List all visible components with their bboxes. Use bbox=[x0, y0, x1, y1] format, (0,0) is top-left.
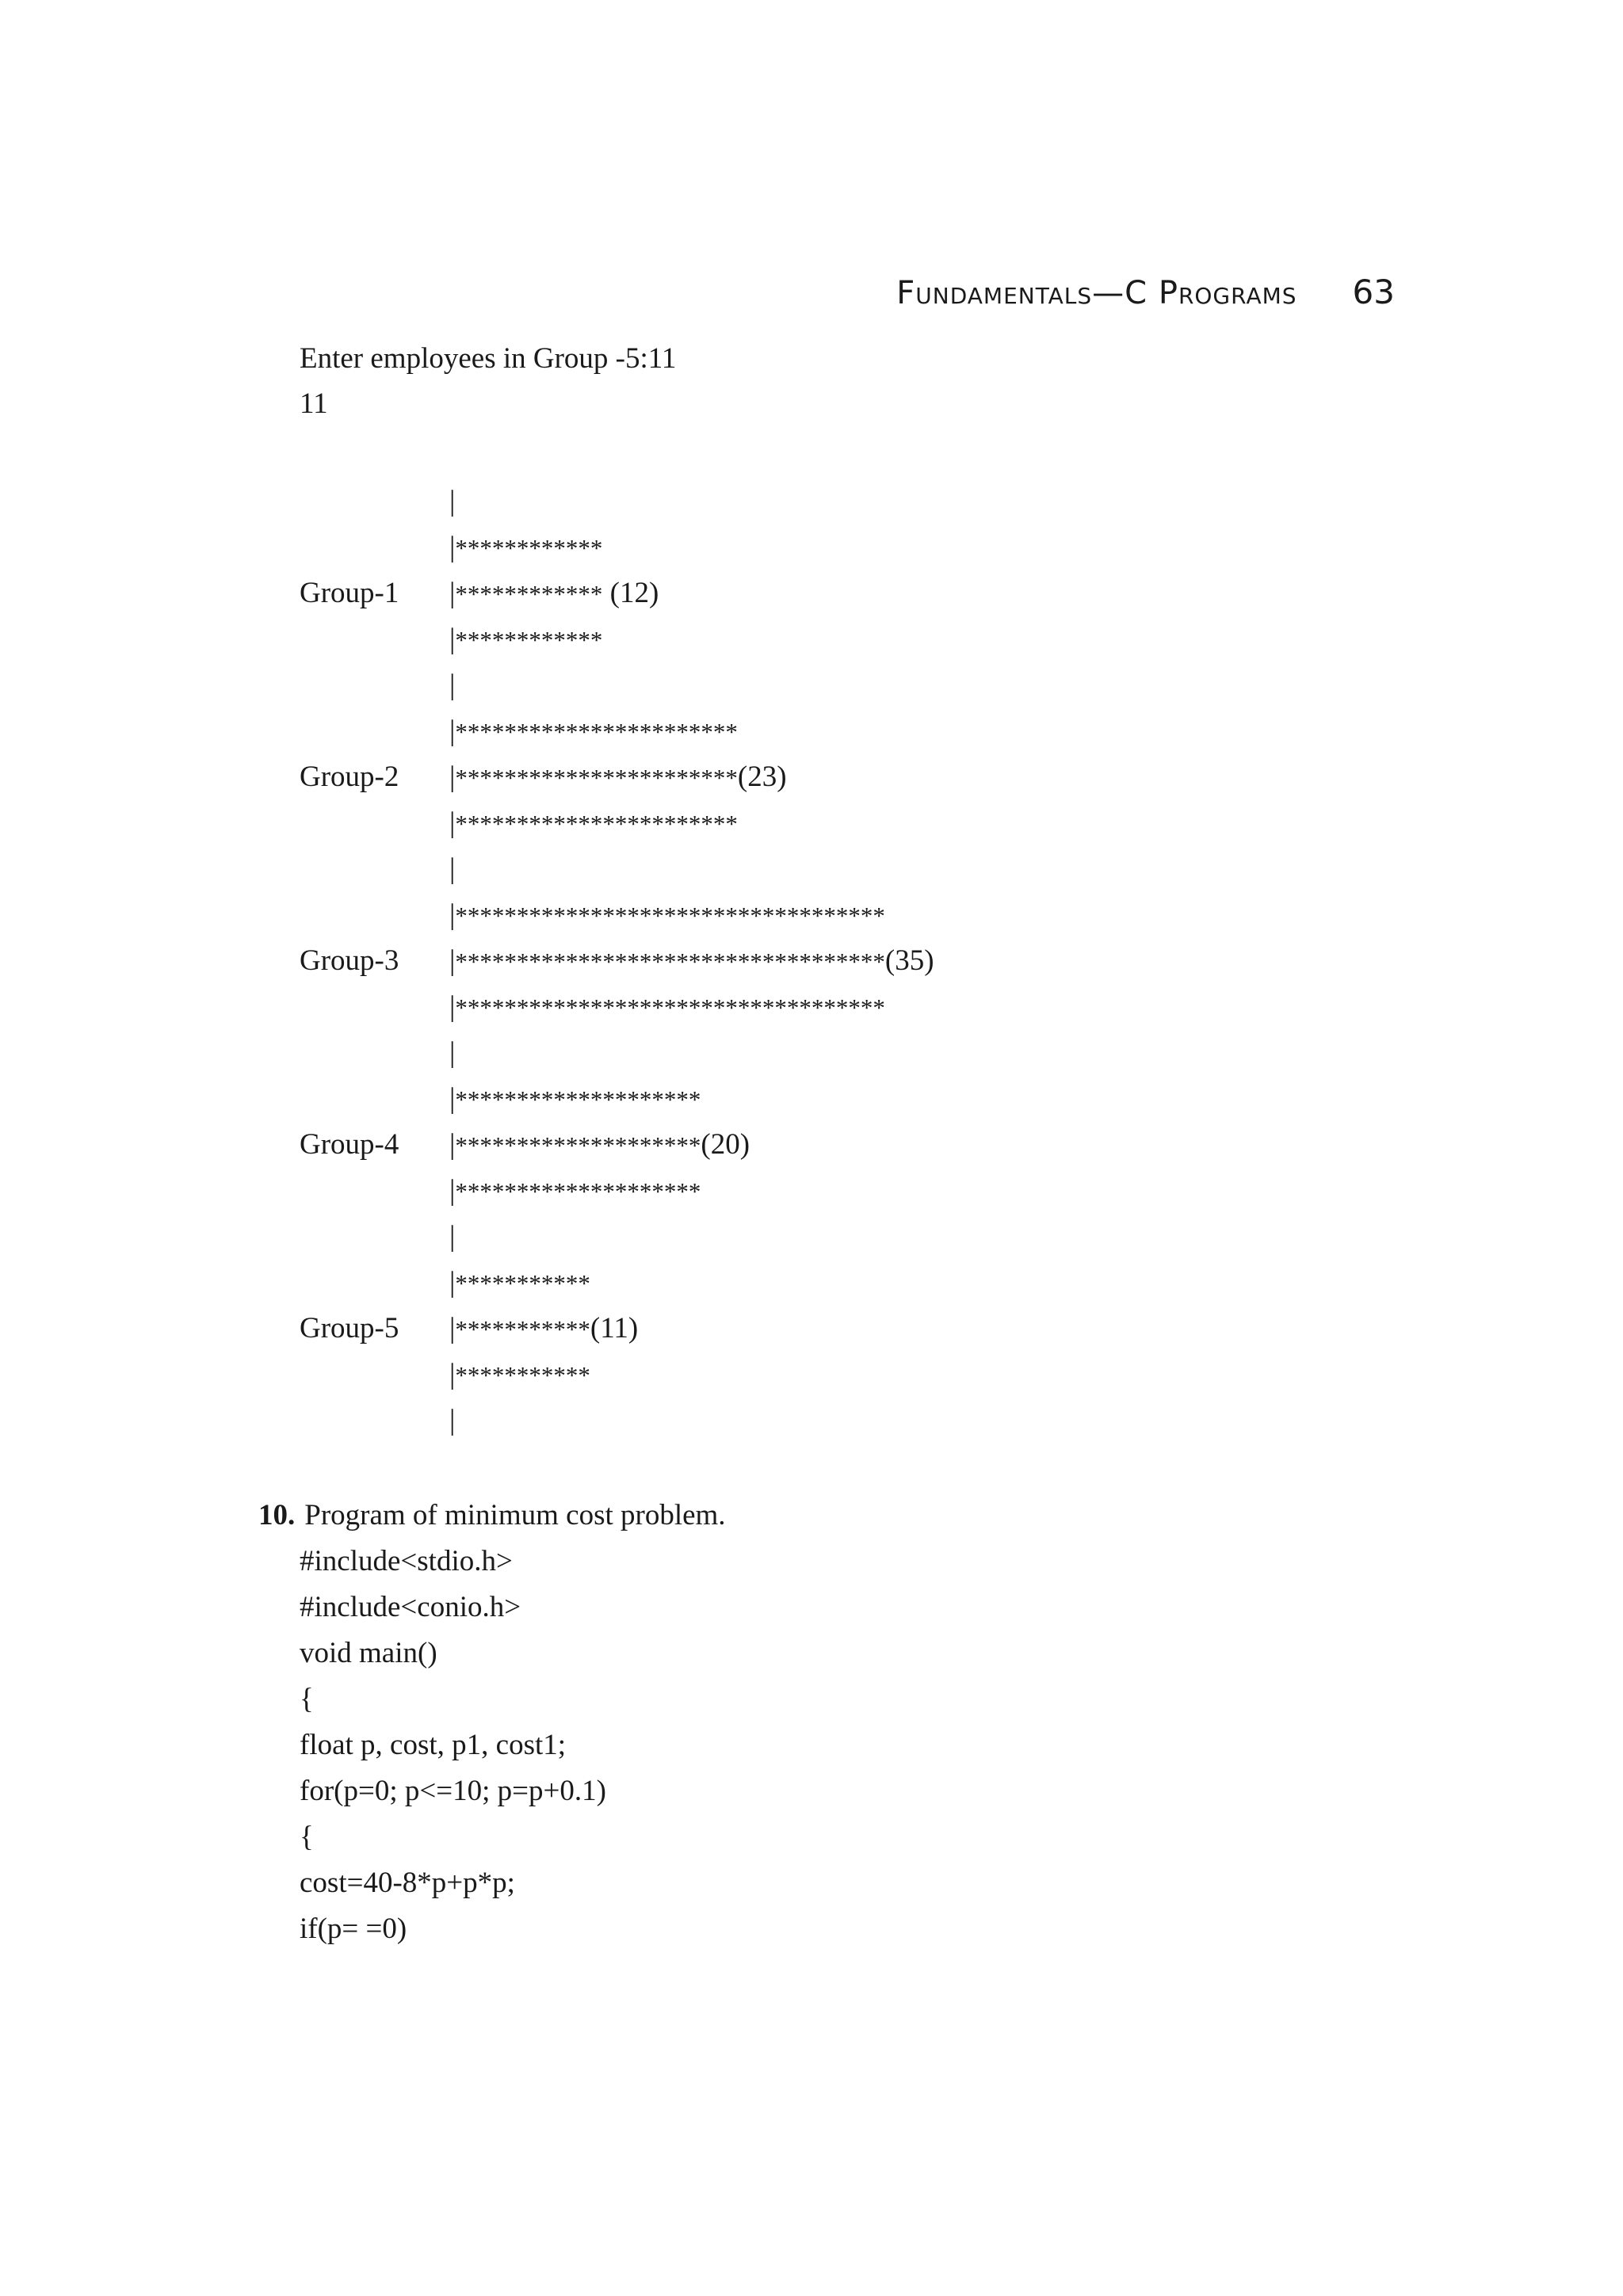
bar-count-label: (12) bbox=[609, 577, 659, 609]
axis-char: | bbox=[449, 1128, 456, 1161]
histogram-bar bbox=[449, 621, 602, 658]
axis-char: | bbox=[449, 898, 456, 931]
histogram-bar-row bbox=[0, 529, 1623, 566]
axis-char: | bbox=[449, 1404, 456, 1436]
running-header-title: Fundamentals—C Programs bbox=[896, 275, 1297, 311]
bar-stars: ******************** bbox=[455, 1177, 701, 1205]
histogram-bar-row bbox=[0, 897, 1623, 933]
section-number: 10. bbox=[258, 1499, 296, 1531]
histogram-bar-row bbox=[0, 1356, 1623, 1393]
axis-separator-row bbox=[0, 1402, 1623, 1439]
histogram-bar-row-labeled bbox=[0, 1127, 1623, 1163]
axis-separator-row bbox=[0, 1219, 1623, 1255]
code-line: #include<conio.h> bbox=[300, 1591, 521, 1623]
bar-stars: *********************** bbox=[455, 810, 738, 837]
histogram-bar bbox=[449, 1356, 590, 1394]
histogram-bar bbox=[449, 1081, 701, 1118]
running-header bbox=[872, 273, 1395, 320]
bar-stars: *********************************** bbox=[455, 994, 885, 1021]
axis-char: | bbox=[449, 761, 456, 793]
histogram-bar bbox=[449, 667, 455, 704]
section-heading bbox=[258, 1497, 726, 1534]
bar-count-label: (35) bbox=[884, 944, 934, 977]
axis-char: | bbox=[449, 807, 456, 839]
histogram-bar bbox=[449, 1310, 638, 1348]
code-line: { bbox=[300, 1683, 314, 1715]
histogram-bar bbox=[449, 1035, 455, 1071]
bar-stars: *********************** bbox=[455, 764, 738, 791]
histogram-bar-row bbox=[0, 713, 1623, 749]
histogram-bar bbox=[449, 759, 787, 796]
histogram-bar-row-labeled bbox=[0, 759, 1623, 795]
axis-char: | bbox=[449, 1174, 456, 1207]
histogram-bar bbox=[449, 805, 738, 842]
histogram-bar bbox=[449, 897, 885, 934]
bar-stars: *********** bbox=[455, 1269, 590, 1297]
group-label: Group-4 bbox=[300, 1128, 399, 1161]
axis-separator-row bbox=[0, 851, 1623, 887]
bar-stars: *********** bbox=[455, 1361, 590, 1389]
histogram-bar-row bbox=[0, 805, 1623, 841]
axis-char: | bbox=[449, 944, 456, 977]
code-line: cost=40-8*p+p*p; bbox=[300, 1867, 515, 1899]
code-line: void main() bbox=[300, 1637, 437, 1669]
axis-char: | bbox=[449, 715, 456, 747]
histogram-bar-row bbox=[0, 1173, 1623, 1209]
histogram-bar-row bbox=[0, 1264, 1623, 1301]
axis-char: | bbox=[449, 1266, 456, 1299]
group-label: Group-5 bbox=[300, 1312, 399, 1344]
bar-stars: ************ bbox=[455, 626, 603, 654]
group-label: Group-2 bbox=[300, 761, 399, 793]
histogram-bar-row-labeled bbox=[0, 1310, 1623, 1347]
bar-count-label: (23) bbox=[737, 761, 787, 793]
bar-count-label: (20) bbox=[701, 1128, 750, 1161]
axis-separator-row bbox=[0, 1035, 1623, 1071]
histogram-bar bbox=[449, 1402, 455, 1439]
axis-separator-row bbox=[0, 667, 1623, 704]
code-line: if(p= =0) bbox=[300, 1913, 407, 1945]
axis-char: | bbox=[449, 1358, 456, 1390]
group-label: Group-3 bbox=[300, 944, 399, 977]
code-line: #include<stdio.h> bbox=[300, 1545, 513, 1577]
histogram-bar-row-labeled bbox=[0, 575, 1623, 612]
bar-stars: *********** bbox=[455, 1315, 590, 1343]
histogram-bar bbox=[449, 1264, 590, 1302]
bar-stars: *********************** bbox=[455, 718, 738, 746]
histogram-bar-row bbox=[0, 989, 1623, 1025]
axis-separator-row bbox=[0, 483, 1623, 520]
axis-char: | bbox=[449, 990, 456, 1023]
bar-count-label: (11) bbox=[590, 1312, 639, 1344]
bar-stars: ******************** bbox=[455, 1085, 701, 1113]
axis-char: | bbox=[449, 1036, 456, 1069]
bar-stars: *********************************** bbox=[455, 902, 885, 929]
histogram-bar-row bbox=[0, 1081, 1623, 1117]
axis-char: | bbox=[449, 1312, 456, 1344]
group-label: Group-1 bbox=[300, 577, 399, 609]
page-number: 63 bbox=[1352, 273, 1395, 311]
axis-char: | bbox=[449, 1082, 456, 1115]
axis-char: | bbox=[449, 1220, 456, 1253]
section-title: Program of minimum cost problem. bbox=[304, 1499, 726, 1531]
histogram-bar bbox=[449, 1219, 455, 1255]
histogram-bar bbox=[449, 1127, 750, 1164]
bar-stars: ************ bbox=[455, 534, 603, 562]
histogram-bar-row bbox=[0, 621, 1623, 658]
axis-char: | bbox=[449, 485, 456, 517]
histogram-bar bbox=[449, 575, 659, 612]
code-line: for(p=0; p<=10; p=p+0.1) bbox=[300, 1775, 606, 1807]
histogram-bar bbox=[449, 1173, 701, 1210]
output-value-line: 11 bbox=[300, 387, 328, 420]
histogram-bar bbox=[449, 483, 455, 520]
bar-stars: ************ bbox=[455, 580, 603, 608]
histogram-bar bbox=[449, 713, 738, 750]
bar-stars: ******************** bbox=[455, 1131, 701, 1159]
output-prompt-line: Enter employees in Group -5:11 bbox=[300, 342, 677, 375]
axis-char: | bbox=[449, 531, 456, 563]
axis-char: | bbox=[449, 623, 456, 655]
histogram-bar-row-labeled bbox=[0, 943, 1623, 979]
code-line: { bbox=[300, 1821, 314, 1853]
axis-char: | bbox=[449, 577, 456, 609]
histogram-bar bbox=[449, 989, 885, 1026]
histogram-bar bbox=[449, 529, 602, 566]
axis-char: | bbox=[449, 669, 456, 701]
histogram-bar bbox=[449, 851, 455, 887]
code-line: float p, cost, p1, cost1; bbox=[300, 1729, 567, 1761]
histogram-bar bbox=[449, 943, 934, 980]
axis-char: | bbox=[449, 852, 456, 885]
bar-stars: *********************************** bbox=[455, 948, 885, 975]
